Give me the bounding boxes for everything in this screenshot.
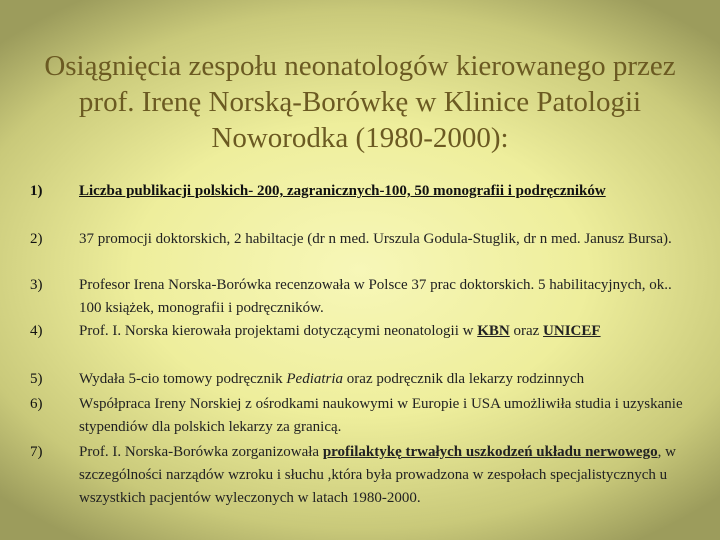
- item-text: [79, 441, 689, 510]
- slide-title: Osiągnięcia zespołu neonatologów kierowanego przez prof. Irenę Norską-Borówkę w Klinice Patologii Noworodka (1980-2000):: [44, 50, 676, 154]
- item-number: 7): [30, 444, 43, 460]
- item-text: Współpraca Ireny Norskiej z ośrodkami naukowymi w Europie i USA umożliwiła studia i uzyskanie stypendiów dla polskich lekarzy za granicą.: [79, 396, 683, 435]
- item-text: 37 promocji doktorskich, 2 habiltacje (dr n med. Urszula Godula-Stuglik, dr n med. Janusz Bursa).: [79, 231, 672, 247]
- book-title: Pediatria: [286, 371, 344, 387]
- item-text-part: oraz: [509, 323, 544, 339]
- kbn-link[interactable]: KBN: [477, 323, 510, 339]
- item-text: [79, 320, 689, 343]
- item-text-part: , w szczególności narządów wzroku i słuchu ,która była prowadzona w zespołach specjalistycznych u wszystkich pacjentów wyleczonych w latach 1980-2000.: [79, 444, 676, 506]
- item-text-part: oraz podręcznik dla lekarzy rodzinnych: [343, 371, 585, 387]
- emphasis-link[interactable]: profilaktykę trwałych uszkodzeń układu nerwowego: [322, 444, 658, 460]
- item-text: Liczba publikacji polskich- 200, zagranicznych-100, 50 monografii i podręczników: [79, 183, 606, 199]
- item-number: 1): [30, 183, 43, 199]
- item-text-part: Prof. I. Norska-Borówka zorganizowała: [79, 444, 323, 460]
- item-text: Profesor Irena Norska-Borówka recenzowała w Polsce 37 prac doktorskich. 5 habilitacyjnych, ok.. 100 książek, monografii i podręczników.: [79, 277, 672, 316]
- item-number: 2): [30, 231, 43, 247]
- unicef-link[interactable]: UNICEF: [543, 323, 601, 339]
- item-text: [79, 368, 689, 391]
- item-number: 4): [30, 323, 43, 339]
- item-text-part: Prof. I. Norska kierowała projektami dotyczącymi neonatologii w: [79, 323, 478, 339]
- item-number: 3): [30, 277, 43, 293]
- item-number: 6): [30, 396, 43, 412]
- item-text-part: Wydała 5-cio tomowy podręcznik: [79, 371, 287, 387]
- item-number: 5): [30, 371, 43, 387]
